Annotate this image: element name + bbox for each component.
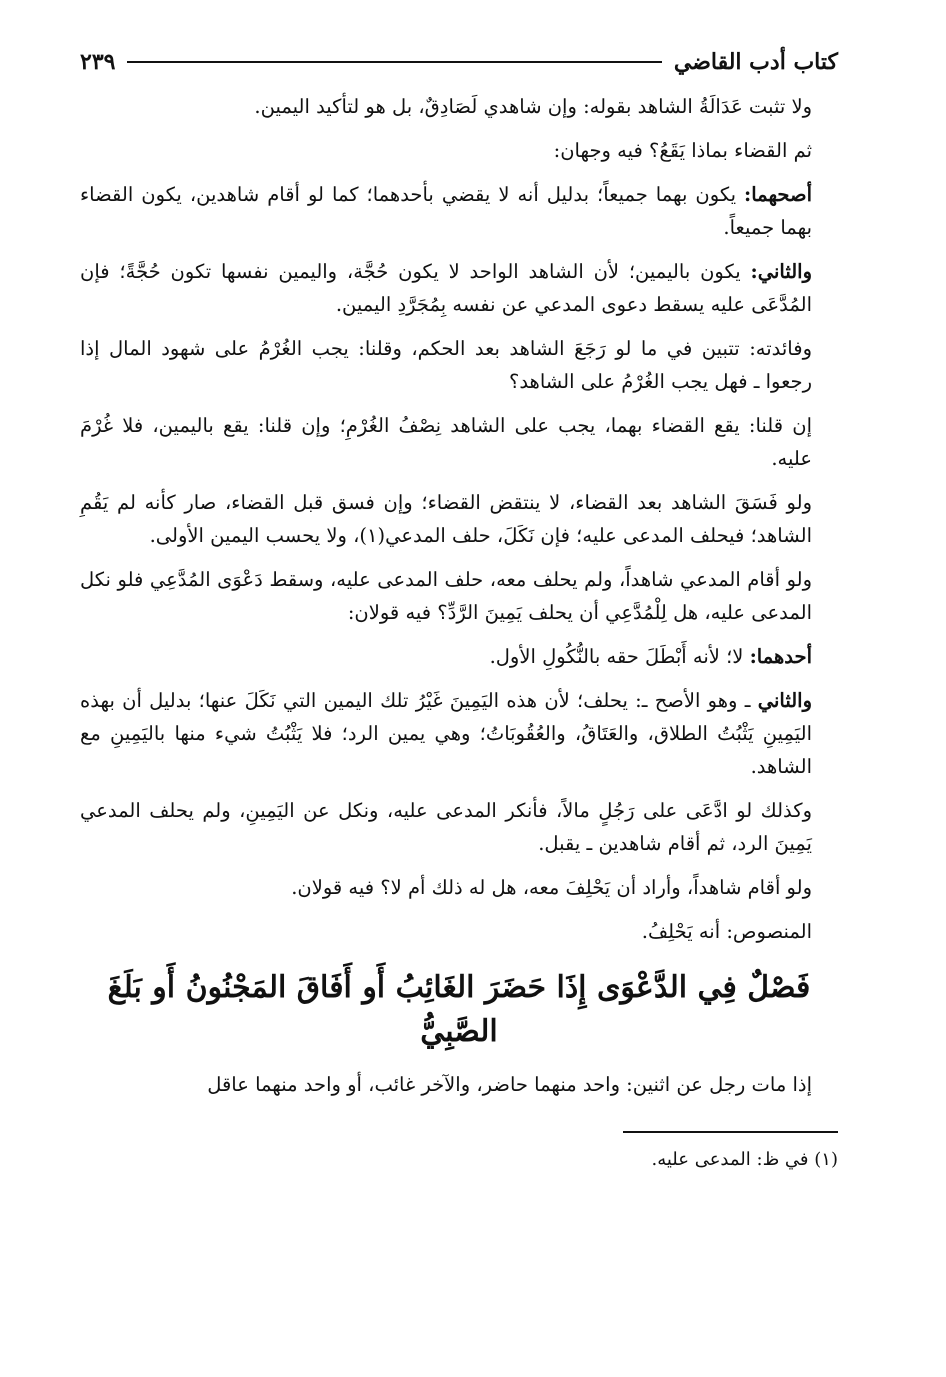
page-header [80, 38, 838, 86]
paragraph-text: ولو فَسَقَ الشاهد بعد القضاء، لا ينتقض القضاء؛ وإن فسق قبل القضاء، صار كأنه لم يَقُمِ الشاهد؛ فيحلف المدعى عليه؛ فإن نَكَلَ، حلف المدعي(١)، ولا يحسب اليمين الأولى. [80, 491, 812, 547]
paragraph-text: وكذلك لو ادَّعَى على رَجُلٍ مالاً، فأنكر المدعى عليه، ونكل عن اليَمِينِ، ولم يحلف المدعي يَمِينَ الرد، ثم أقام شاهدين ـ يقبل. [80, 799, 812, 855]
paragraph-text: يكون بهما جميعاً؛ بدليل أنه لا يقضي بأحدهما؛ كما لو أقام شاهدين، يكون القضاء بهما جميعاً. [80, 183, 812, 239]
paragraph-text: المنصوص: أنه يَحْلِفُ. [641, 920, 812, 943]
paragraph-text: ثم القضاء بماذا يَقَعُ؟ فيه وجهان: [553, 139, 812, 162]
footnote-rule [623, 1131, 838, 1133]
paragraph: إذا مات رجل عن اثنين: واحد منهما حاضر، والآخر غائب، أو واحد منهما عاقل [207, 1073, 812, 1096]
section-heading: فَصْلٌ فِي الدَّعْوَى إِذَا حَضَرَ الغَائِبُ أَو أَفَاقَ المَجْنُونُ أَو بَلَغَ الصَّبِيُّ [107, 970, 811, 1049]
paragraph [80, 486, 838, 552]
paragraph-text: يكون باليمين؛ لأن الشاهد الواحد لا يكون حُجَّة، واليمين نفسها تكون حُجَّةً؛ فإن المُدَّعَى عليه يسقط دعوى المدعي عن نفسه بِمُجَرَّدِ اليمين. [80, 260, 812, 316]
paragraph-text: وفائدته: تتبين في ما لو رَجَعَ الشاهد بعد الحكم، وقلنا: يجب الغُرْمُ على شهود المال إذا رجعوا ـ فهل يجب الغُرْمُ على الشاهد؟ [80, 337, 812, 393]
paragraph [80, 640, 838, 673]
document-page [80, 38, 838, 1175]
header-rule [127, 61, 661, 63]
paragraph [80, 684, 838, 783]
paragraph [80, 794, 838, 860]
footnote: (١) في ظ: المدعى عليه. [651, 1149, 838, 1170]
paragraph-text: لا؛ لأنه أَبْطَلَ حقه بالنُّكُولِ الأول. [489, 645, 750, 668]
paragraph [80, 409, 838, 475]
paragraph-text: ـ وهو الأصح ـ: يحلف؛ لأن هذه اليَمِينَ غَيْرُ تلك اليمين التي نَكَلَ عنها؛ بدليل أن بهذه اليَمِينِ يَثْبُتُ الطلاق، والعَتَاقُ، والعُقُوبَاتُ؛ وهي يمين الرد؛ فلا يَثْبُتُ شيء منها باليَمِينِ مع الشاهد. [80, 689, 812, 778]
paragraph-lead: والثاني [757, 689, 812, 712]
page-number: ٢٣٩ [80, 49, 116, 75]
paragraph [80, 915, 838, 948]
paragraph [80, 90, 838, 123]
paragraph [80, 255, 838, 321]
paragraph-lead: أصحهما: [744, 183, 812, 206]
paragraph-lead: أحدهما: [749, 645, 812, 668]
paragraph-text: ولو أقام المدعي شاهداً، ولم يحلف معه، حلف المدعى عليه، وسقط دَعْوَى المُدَّعِي فلو نكل المدعى عليه، هل لِلْمُدَّعِي أن يحلف يَمِينَ الرَّدِّ؟ فيه قولان: [80, 568, 812, 624]
paragraph-lead: والثاني: [750, 260, 812, 283]
paragraph [80, 871, 838, 904]
paragraph [80, 178, 838, 244]
paragraph-text: ولا تثبت عَدَالَةُ الشاهد بقوله: وإن شاهدي لَصَادِقٌ، بل هو لتأكيد اليمين. [254, 95, 812, 118]
paragraph [80, 332, 838, 398]
paragraph [80, 134, 838, 167]
paragraph-text: ولو أقام شاهداً، وأراد أن يَحْلِفَ معه، هل له ذلك أم لا؟ فيه قولان. [291, 876, 812, 899]
body-text [80, 90, 838, 1101]
paragraph [80, 563, 838, 629]
paragraph-text: إن قلنا: يقع القضاء بهما، يجب على الشاهد نِصْفُ الغُرْمِ؛ وإن قلنا: يقع باليمين، فلا غُرْمَ عليه. [80, 414, 812, 470]
book-title: كتاب أدب القاضي [673, 49, 838, 75]
